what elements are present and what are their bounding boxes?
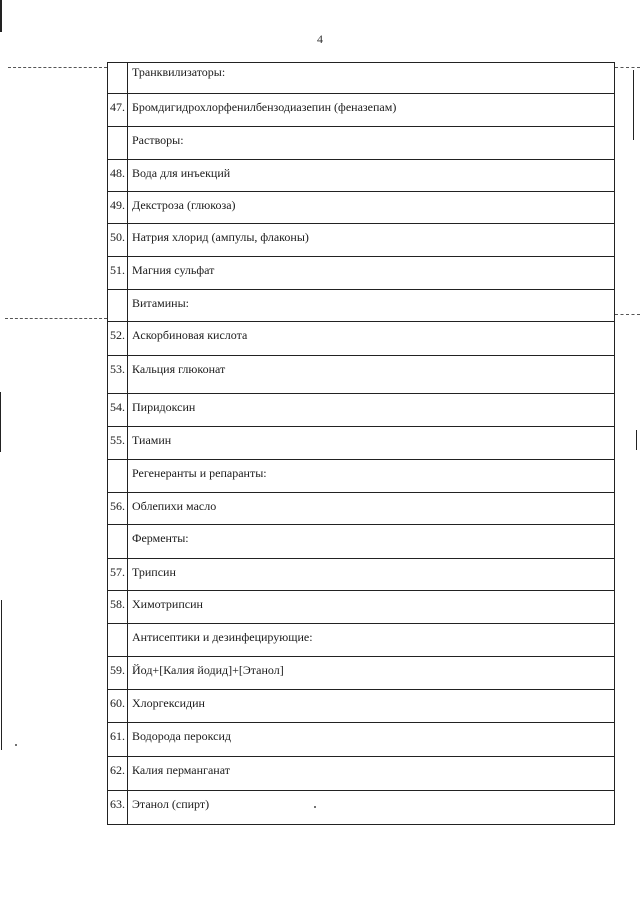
medication-name: Аскорбиновая кислота (128, 322, 615, 356)
row-number (108, 127, 128, 160)
row-number: 53. (108, 356, 128, 394)
row-number: 56. (108, 493, 128, 525)
table-row (108, 322, 615, 356)
row-number: 59. (108, 657, 128, 690)
table-row (108, 460, 615, 493)
table-row (108, 290, 615, 322)
medication-name: Натрия хлорид (ампулы, флаконы) (128, 224, 615, 257)
row-number: 51. (108, 257, 128, 290)
scan-edge-mark (1, 600, 2, 750)
scan-speck (15, 744, 17, 746)
scan-edge-mark (0, 392, 1, 452)
table-row (108, 63, 615, 94)
scan-edge-mark (636, 430, 637, 450)
medication-name: Водорода пероксид (128, 723, 615, 757)
row-number: 49. (108, 192, 128, 224)
table-row (108, 160, 615, 192)
medication-name: Химотрипсин (128, 591, 615, 624)
section-heading: Регенеранты и репаранты: (128, 460, 615, 493)
row-number (108, 63, 128, 94)
medication-name: Магния сульфат (128, 257, 615, 290)
table-row (108, 723, 615, 757)
table-row (108, 757, 615, 791)
medication-name: Декстроза (глюкоза) (128, 192, 615, 224)
row-number: 63. (108, 791, 128, 825)
medication-name: Облепихи масло (128, 493, 615, 525)
scan-edge-mark (0, 0, 2, 32)
scan-dash-line (615, 67, 640, 68)
scan-edge-mark (633, 70, 634, 140)
table-row (108, 257, 615, 290)
table-row (108, 624, 615, 657)
scan-dash-line (615, 314, 640, 315)
row-number (108, 525, 128, 559)
row-number: 47. (108, 94, 128, 127)
row-number: 52. (108, 322, 128, 356)
section-heading: Витамины: (128, 290, 615, 322)
row-number: 62. (108, 757, 128, 791)
table-row (108, 192, 615, 224)
table-row (108, 94, 615, 127)
medication-name: Бромдигидрохлорфенилбензодиазепин (феназепам) (128, 94, 615, 127)
table-row (108, 356, 615, 394)
medication-name: Тиамин (128, 427, 615, 460)
table-row (108, 591, 615, 624)
table-row (108, 224, 615, 257)
row-number: 57. (108, 559, 128, 591)
medication-name: Трипсин (128, 559, 615, 591)
table-row (108, 493, 615, 525)
row-number: 58. (108, 591, 128, 624)
section-heading: Антисептики и дезинфецирующие: (128, 624, 615, 657)
section-heading: Ферменты: (128, 525, 615, 559)
row-number: 60. (108, 690, 128, 723)
table-row (108, 690, 615, 723)
medication-name: Вода для инъекций (128, 160, 615, 192)
row-number: 50. (108, 224, 128, 257)
row-number (108, 460, 128, 493)
page-number: 4 (317, 32, 323, 46)
medication-table (107, 62, 615, 825)
medication-name: Кальция глюконат (128, 356, 615, 394)
section-heading: Растворы: (128, 127, 615, 160)
row-number: 61. (108, 723, 128, 757)
scan-dash-line (5, 318, 107, 319)
table-row (108, 559, 615, 591)
medication-name: Йод+[Калия йодид]+[Этанол] (128, 657, 615, 690)
row-number (108, 290, 128, 322)
row-number: 54. (108, 394, 128, 427)
scan-dash-line (8, 67, 107, 68)
table-row (108, 127, 615, 160)
medication-name: Калия перманганат (128, 757, 615, 791)
table-row (108, 394, 615, 427)
section-heading: Транквилизаторы: (128, 63, 615, 94)
table-row (108, 427, 615, 460)
row-number (108, 624, 128, 657)
medication-name: Пиридоксин (128, 394, 615, 427)
table-row (108, 657, 615, 690)
medication-name: Хлоргексидин (128, 690, 615, 723)
table-row (108, 791, 615, 825)
medication-name: Этанол (спирт) (128, 791, 615, 825)
table-row (108, 525, 615, 559)
row-number: 48. (108, 160, 128, 192)
row-number: 55. (108, 427, 128, 460)
